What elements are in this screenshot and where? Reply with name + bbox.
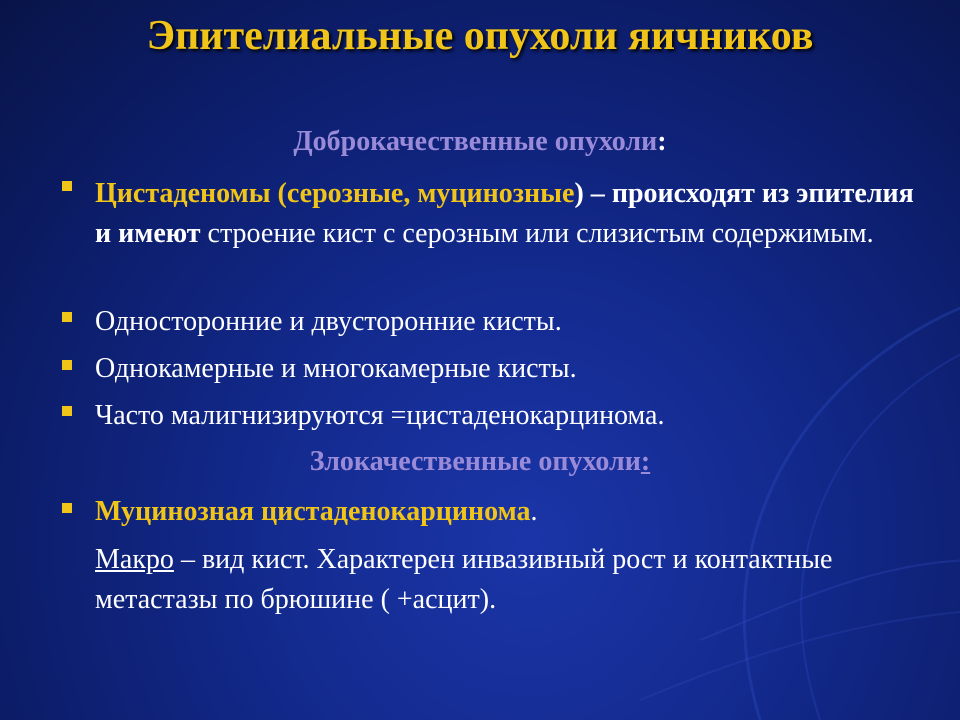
malignant-heading-colon: : (640, 446, 651, 477)
malignant-item-1-name: Муцинозная цистаденокарцинома (95, 496, 531, 527)
benign-heading (0, 126, 960, 158)
bullet-marker (62, 312, 72, 322)
benign-item-1-name: Цистаденомы (серозные, муцинозные (95, 178, 575, 209)
bullet-marker (62, 406, 72, 416)
bullet-marker (62, 181, 72, 191)
macro-text: – вид кист. Характерен инвазивный рост и контактные метастазы по брюшине ( +асцит). (95, 544, 833, 615)
benign-item-1-rest: строение кист с серозным или слизистым содержимым. (200, 218, 874, 249)
benign-item-4: Часто малигнизируются =цистаденокарцинома. (95, 400, 665, 431)
bullet-marker (62, 360, 72, 370)
benign-item-1-dash: ) – (574, 178, 605, 209)
malignant-heading (0, 446, 960, 478)
malignant-item-1 (95, 492, 915, 532)
malignant-heading-text: Злокачественные опухоли (309, 446, 641, 477)
benign-item-3: Однокамерные и многокамерные кисты. (95, 353, 577, 384)
bullet-marker (62, 503, 72, 513)
malignant-item-1-tail: . (530, 496, 538, 527)
benign-heading-text: Доброкачественные опухоли (293, 126, 658, 157)
benign-item-1-bold: происходят из эпителия и имеют (95, 178, 914, 249)
benign-heading-colon: : (657, 126, 667, 157)
benign-item-2: Односторонние и двусторонние кисты. (95, 306, 562, 337)
benign-item-1 (95, 174, 915, 254)
macro-description (95, 540, 915, 620)
slide-title: Эпителиальные опухоли яичников (146, 13, 814, 59)
macro-label: Макро (95, 544, 174, 575)
